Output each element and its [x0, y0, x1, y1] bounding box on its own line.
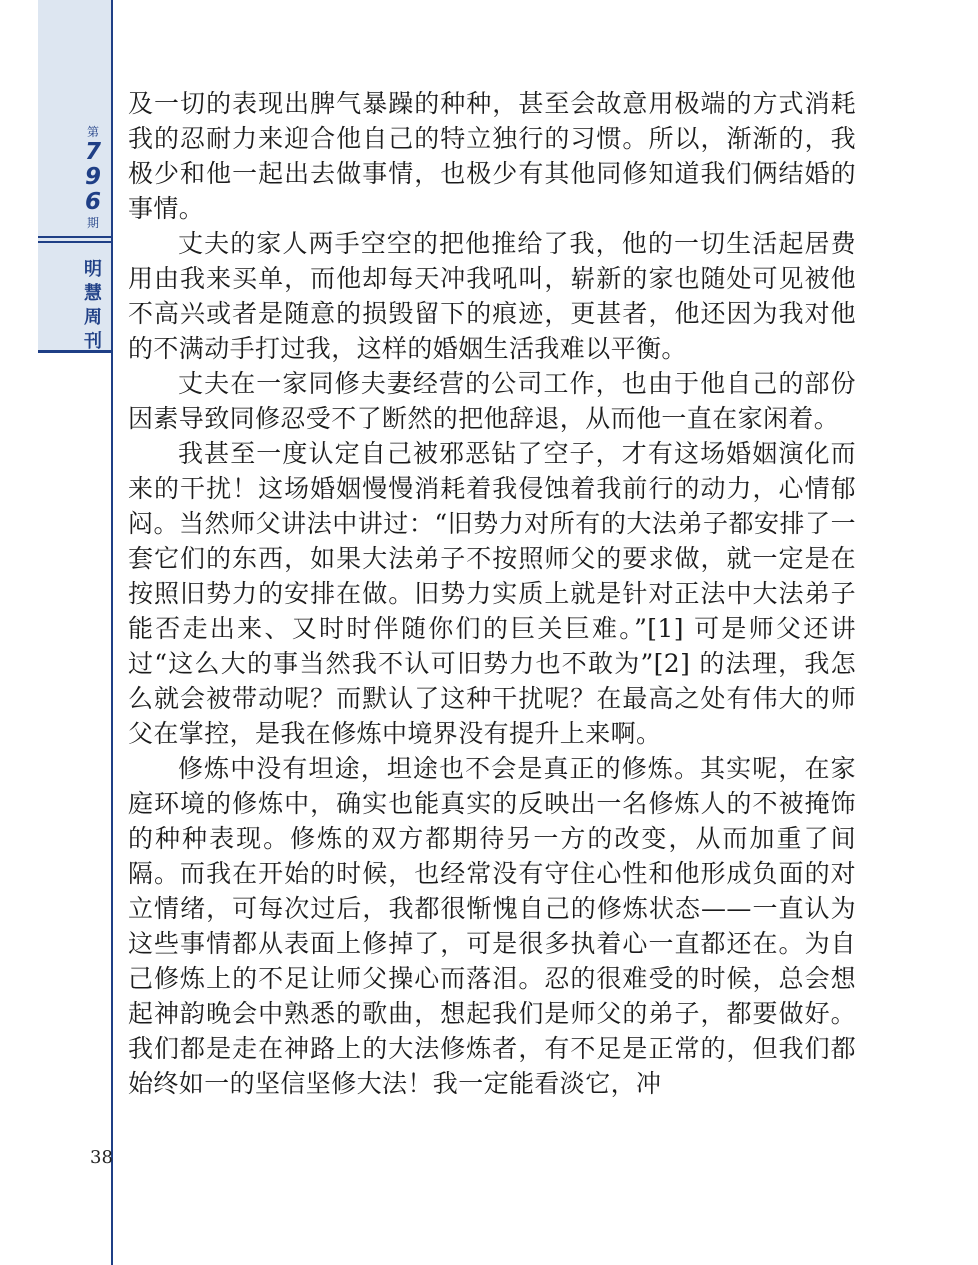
- issue-number: [78, 124, 108, 231]
- article-body: [128, 86, 856, 1101]
- magazine-char: 周: [84, 307, 102, 328]
- margin-rule: [111, 0, 113, 1265]
- paragraph: 我甚至一度认定自己被邪恶钻了空子，才有这场婚姻演化而来的干扰！这场婚姻慢慢消耗着我侵蚀着我前行的动力，心情郁闷。当然师父讲法中讲过：“旧势力对所有的大法弟子都安排了一套它们的东西，如果大法弟子不按照师父的要求做，就一定是在按照旧势力的安排在做。旧势力实质上就是针对正法中大法弟子能否走出来、又时时伴随你们的巨关巨难。”[1] 可是师父还讲过“这么大的事当然我不认可旧势力也不敢为”[2] 的法理，我怎么就会被带动呢？而默认了这种干扰呢？在最高之处有伟大的师父在掌控，是我在修炼中境界没有提升上来啊。: [128, 439, 856, 748]
- page-number: 38: [90, 1147, 113, 1168]
- issue-digit: 9: [84, 164, 101, 190]
- issue-prefix: 第: [86, 125, 99, 139]
- paragraph: 修炼中没有坦途，坦途也不会是真正的修炼。其实呢，在家庭环境的修炼中，确实也能真实的反映出一名修炼人的不被掩饰的种种表现。修炼的双方都期待另一方的改变，从而加重了间隔。而我在开始的时候，也经常没有守住心性和他形成负面的对立情绪，可每次过后，我都很惭愧自己的修炼状态——一直认为这些事情都从表面上修掉了，可是很多执着心一直都还在。为自己修炼上的不足让师父操心而落泪。忍的很难受的时候，总会想起神韵晚会中熟悉的歌曲，想起我们是师父的弟子，都要做好。我们都是走在神路上的大法修炼者，有不足是正常的，但我们都始终如一的坚信坚修大法！我一定能看淡它，冲: [128, 754, 856, 1098]
- magazine-char: 明: [84, 259, 102, 280]
- sidebar-divider: [38, 236, 112, 238]
- paragraph: 丈夫的家人两手空空的把他推给了我，他的一切生活起居费用由我来买单，而他却每天冲我吼叫，崭新的家也随处可见被他不高兴或者是随意的损毁留下的痕迹，更甚者，他还因为我对他的不满动手打过我，这样的婚姻生活我难以平衡。: [128, 229, 856, 363]
- paragraph: 及一切的表现出脾气暴躁的种种，甚至会故意用极端的方式消耗我的忍耐力来迎合他自己的特立独行的习惯。所以，渐渐的，我极少和他一起出去做事情，也极少有其他同修知道我们俩结婚的事情。: [128, 89, 856, 223]
- issue-digit: 6: [84, 189, 101, 215]
- issue-suffix: 期: [86, 216, 99, 230]
- issue-digit: 7: [84, 139, 101, 165]
- paragraph: 丈夫在一家同修夫妻经营的公司工作，也由于他自己的部份因素导致同修忍受不了断然的把他辞退，从而他一直在家闲着。: [128, 369, 856, 433]
- magazine-title: [78, 258, 108, 354]
- magazine-char: 刊: [84, 331, 102, 352]
- sidebar-divider-thin: [38, 241, 112, 243]
- magazine-char: 慧: [84, 283, 102, 304]
